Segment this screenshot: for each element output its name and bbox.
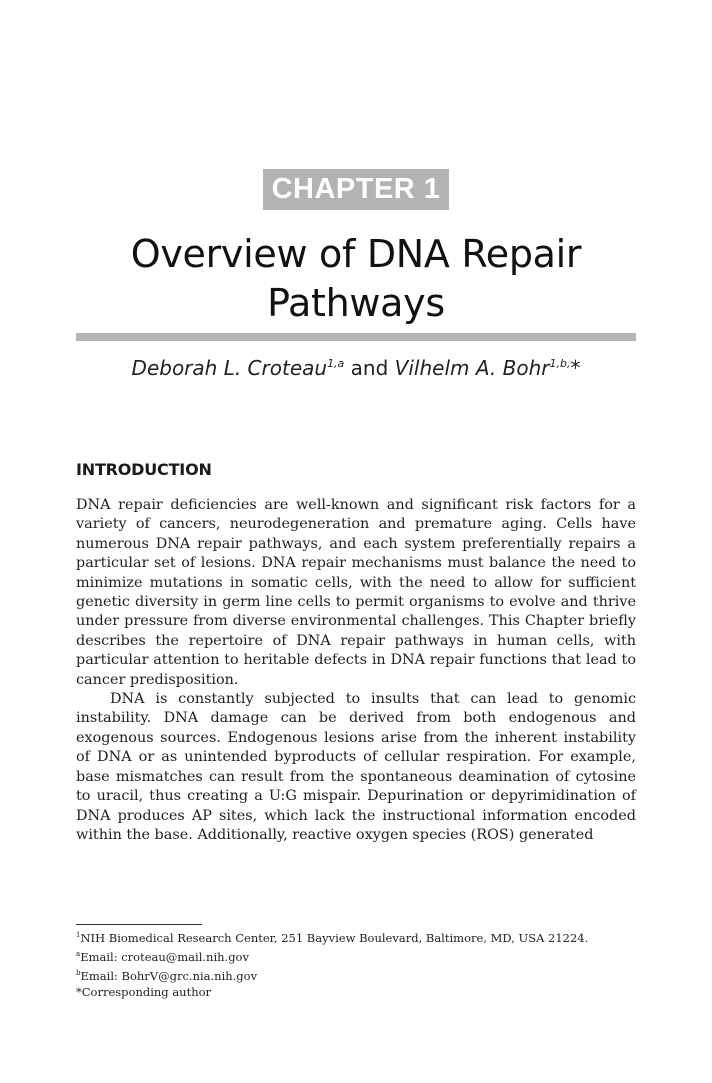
paragraph: DNA repair deficiencies are well-known and significant risk factors for a variety of cancers, neurodegeneration and premature aging. Cells have numerous DNA repair pathways, and each system preferentially repairs a particular set of lesions. DNA repair mechanisms must balance the need to minimize mutations in somatic cells, with the need to allow for sufficient genetic diversity in germ line cells to permit organisms to evolve and thrive under pressure from diverse environmental challenges. This Chapter briefly describes the repertoire of DNA repair pathways in human cells, with particular attention to heritable defects in DNA repair functions that lead to cancer predisposition. bbox=[76, 497, 636, 688]
section-heading: INTRODUCTION bbox=[76, 460, 212, 479]
title-divider bbox=[76, 333, 636, 341]
footnote-mark: 1 bbox=[76, 931, 81, 939]
chapter-label bbox=[263, 169, 449, 210]
corresponding-author-mark: * bbox=[570, 356, 581, 380]
chapter-title-line-1: Overview of DNA Repair bbox=[130, 232, 582, 276]
footnotes bbox=[76, 927, 636, 1000]
footnote-text: *Corresponding author bbox=[76, 985, 212, 999]
paragraph: DNA is constantly subjected to insults that can lead to genomic instability. DNA damage can be derived from both endogenous and exogenous sources. Endogenous lesions arise from the inherent instability of DNA or as unintended byproducts of cellular respiration. For example, base mismatches can result from the spontaneous deamination of cytosine to uracil, thus creating a U:G mispair. Depurination or depyrimidination of DNA produces AP sites, which lack the instructional information encoded within the base. Additionally, reactive oxygen species (ROS) generated bbox=[76, 691, 636, 843]
author-conjunction: and bbox=[350, 356, 389, 380]
author-line bbox=[76, 350, 636, 382]
footnote bbox=[76, 927, 636, 946]
chapter-label-text: CHAPTER 1 bbox=[271, 173, 441, 205]
author-2-name: Vilhelm A. Bohr bbox=[394, 356, 550, 380]
chapter-title bbox=[76, 230, 636, 328]
footnote bbox=[76, 984, 636, 1000]
footnote-mark: a bbox=[76, 950, 81, 958]
author-2-affiliation: 1,b, bbox=[549, 357, 571, 370]
footnote-mark: b bbox=[76, 969, 81, 977]
footnote-text: Email: croteau@mail.nih.gov bbox=[80, 950, 249, 964]
footnote-divider bbox=[76, 924, 202, 925]
body-text bbox=[76, 496, 636, 845]
author-1-name: Deborah L. Croteau bbox=[131, 356, 328, 380]
footnote-text: NIH Biomedical Research Center, 251 Bayview Boulevard, Baltimore, MD, USA 21224. bbox=[80, 931, 589, 945]
footnote-text: Email: BohrV@grc.nia.nih.gov bbox=[80, 969, 258, 983]
footnote bbox=[76, 965, 636, 984]
chapter-title-line-2: Pathways bbox=[267, 281, 445, 325]
author-1-affiliation: 1,a bbox=[327, 357, 345, 370]
footnote bbox=[76, 946, 636, 965]
